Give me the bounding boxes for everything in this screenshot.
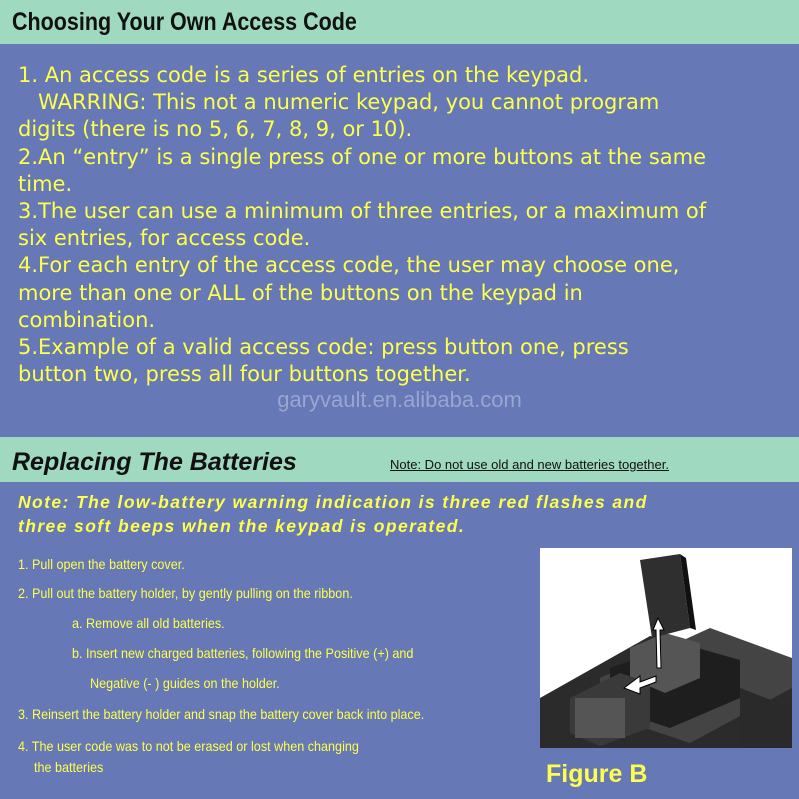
batteries-heading: Replacing The Batteries [12, 448, 297, 476]
instruction-line: WARRING: This not a numeric keypad, you cannot program [18, 90, 660, 115]
access-code-instructions [18, 62, 790, 388]
instruction-line: time. [18, 171, 73, 196]
batteries-note: Note: Do not use old and new batteries together. [390, 457, 669, 472]
battery-diagram [540, 548, 792, 748]
instruction-line: button two, press all four buttons together. [18, 362, 471, 387]
low-battery-warning [18, 490, 648, 538]
instruction-line: combination. [18, 307, 156, 332]
instruction-line: digits (there is no 5, 6, 7, 8, 9, or 10). [18, 117, 413, 142]
watermark: garyvault.en.alibaba.com [277, 387, 522, 412]
step-line: the batteries [34, 759, 104, 775]
instruction-line: more than one or ALL of the buttons on the keypad in [18, 280, 583, 305]
step-line: 2. Pull out the battery holder, by gently pulling on the ribbon. [18, 585, 353, 601]
step-line: a. Remove all old batteries. [72, 615, 225, 631]
step-line: b. Insert new charged batteries, following the Positive (+) and [72, 645, 414, 661]
instruction-line: 5.Example of a valid access code: press button one, press [18, 335, 629, 360]
instruction-line: 3.The user can use a minimum of three entries, or a maximum of [18, 199, 707, 224]
figure-label: Figure B [546, 760, 648, 788]
warning-line: Note: The low-battery warning indication is three red flashes and [18, 492, 648, 512]
access-code-heading: Choosing Your Own Access Code [12, 8, 357, 36]
step-line: 3. Reinsert the battery holder and snap the battery cover back into place. [18, 706, 425, 722]
instruction-line: six entries, for access code. [18, 226, 311, 251]
instruction-line: 1. An access code is a series of entries on the keypad. [18, 63, 589, 87]
step-line: 4. The user code was to not be erased or lost when changing [18, 738, 359, 754]
warning-line: three soft beeps when the keypad is operated. [18, 516, 466, 536]
instruction-line: 2.An “entry” is a single press of one or more buttons at the same [18, 144, 707, 169]
battery-diagram-illustration [540, 548, 792, 748]
step-line: 1. Pull open the battery cover. [18, 556, 185, 572]
step-line: Negative (- ) guides on the holder. [90, 675, 280, 691]
instruction-line: 4.For each entry of the access code, the user may choose one, [18, 253, 680, 278]
